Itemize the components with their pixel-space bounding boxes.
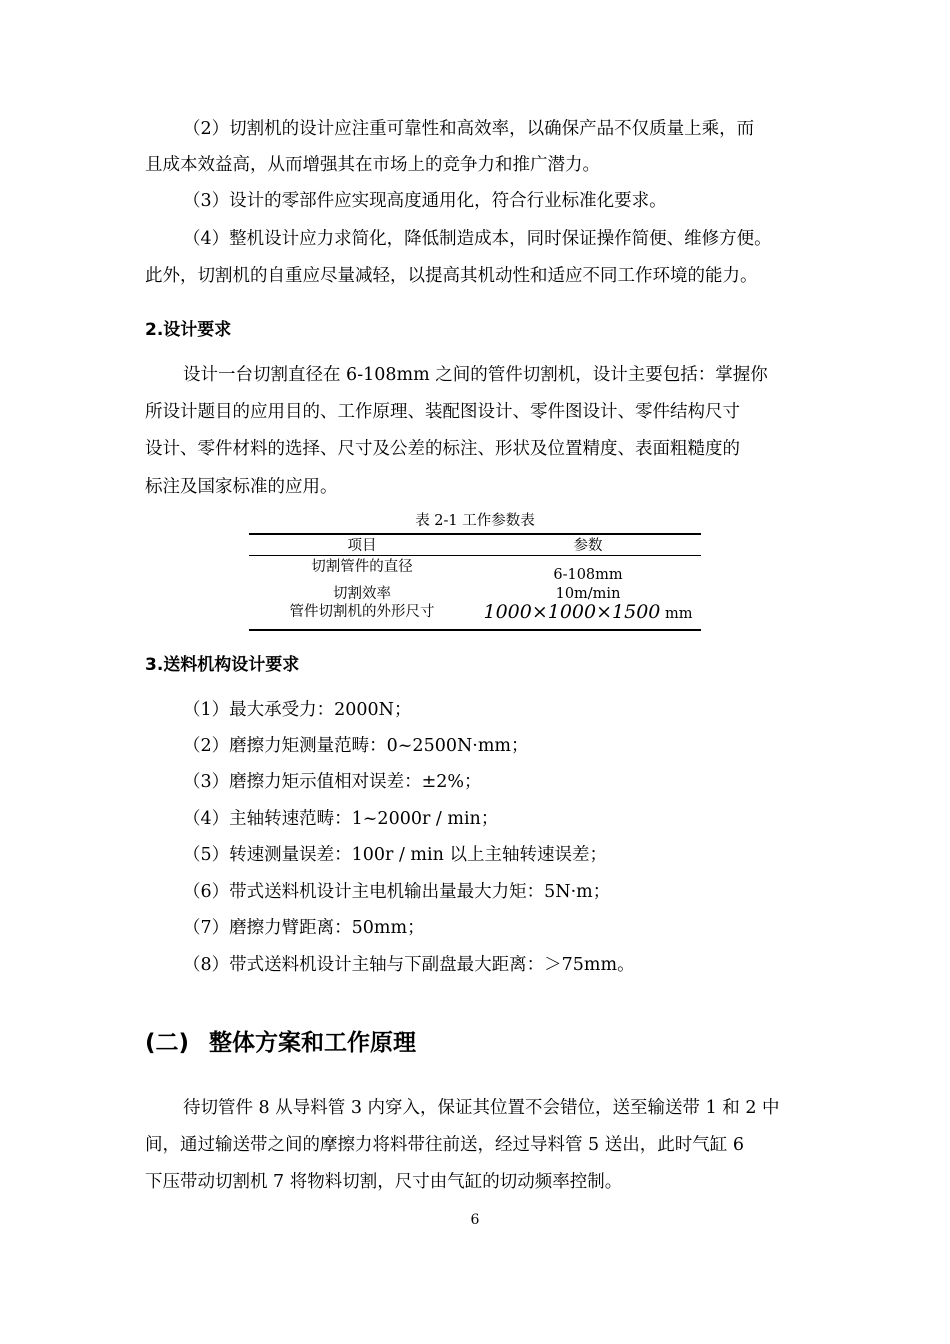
paragraph-line: 间，通过输送带之间的摩擦力将料带往前送，经过导料管 5 送出，此时气缸 6 bbox=[145, 1135, 744, 1155]
paragraph-line: （3）设计的零部件应实现高度通用化，符合行业标准化要求。 bbox=[183, 191, 667, 211]
table-top-rule bbox=[249, 533, 701, 535]
dimension-value: 1000×1000×1500 bbox=[483, 601, 661, 623]
table-cell: 6-108mm bbox=[553, 567, 623, 583]
list-item: （8）带式送料机设计主轴与下副盘最大距离：＞75mm。 bbox=[183, 955, 635, 975]
paragraph-line: 设计一台切割直径在 6-108mm 之间的管件切割机，设计主要包括：掌握你 bbox=[183, 365, 768, 385]
list-item: （4）主轴转速范畴：1~2000r / min； bbox=[183, 809, 499, 829]
paragraph-line: 所设计题目的应用目的、工作原理、装配图设计、零件图设计、零件结构尺寸 bbox=[145, 402, 740, 422]
list-item: （2）磨擦力矩测量范畴：0~2500N·mm； bbox=[183, 736, 529, 756]
table-cell: 切割管件的直径 bbox=[311, 559, 413, 575]
section-heading-feed-mechanism: 3.送料机构设计要求 bbox=[145, 655, 300, 675]
parameter-table bbox=[249, 533, 701, 631]
table-header-param: 参数 bbox=[573, 538, 603, 554]
paragraph-line: 设计、零件材料的选择、尺寸及公差的标注、形状及位置精度、表面粗糙度的 bbox=[145, 439, 740, 459]
paragraph-line: （2）切割机的设计应注重可靠性和高效率，以确保产品不仅质量上乘，而 bbox=[183, 119, 755, 139]
paragraph-line: （4）整机设计应力求简化，降低制造成本，同时保证操作简便、维修方便。 bbox=[183, 229, 772, 249]
table-cell: 切割效率 bbox=[333, 586, 391, 602]
paragraph-line: 此外，切割机的自重应尽量减轻，以提高其机动性和适应不同工作环境的能力。 bbox=[145, 266, 758, 286]
page-number: 6 bbox=[470, 1212, 480, 1228]
table-cell-dimensions bbox=[475, 603, 701, 623]
table-caption: 表 2-1 工作参数表 bbox=[415, 513, 535, 529]
chapter-number: (二) bbox=[145, 1030, 190, 1056]
dimension-unit: mm bbox=[665, 606, 693, 622]
chapter-title: 整体方案和工作原理 bbox=[209, 1030, 417, 1056]
table-header-rule bbox=[249, 555, 701, 556]
table-cell: 10m/min bbox=[555, 586, 621, 602]
list-item: （3）磨擦力矩示值相对误差：±2%； bbox=[183, 772, 482, 792]
table-cell: 管件切割机的外形尺寸 bbox=[289, 604, 435, 620]
paragraph-line: 下压带动切割机 7 将物料切割，尺寸由气缸的切动频率控制。 bbox=[145, 1172, 623, 1192]
list-item: （7）磨擦力臂距离：50mm； bbox=[183, 918, 425, 938]
paragraph-line: 标注及国家标准的应用。 bbox=[145, 477, 338, 497]
paragraph-line: 待切管件 8 从导料管 3 内穿入，保证其位置不会错位，送至输送带 1 和 2 中 bbox=[183, 1098, 780, 1118]
list-item: （6）带式送料机设计主电机输出量最大力矩：5N·m； bbox=[183, 882, 611, 902]
list-item: （5）转速测量误差：100r / min 以上主轴转速误差； bbox=[183, 845, 607, 865]
chapter-heading bbox=[145, 1027, 416, 1059]
list-item: （1）最大承受力：2000N； bbox=[183, 700, 412, 720]
paragraph-line: 且成本效益高，从而增强其在市场上的竞争力和推广潜力。 bbox=[145, 155, 600, 175]
table-bottom-rule bbox=[249, 629, 701, 631]
table-header-item: 项目 bbox=[347, 538, 377, 554]
section-heading-design-requirements: 2.设计要求 bbox=[145, 320, 232, 340]
